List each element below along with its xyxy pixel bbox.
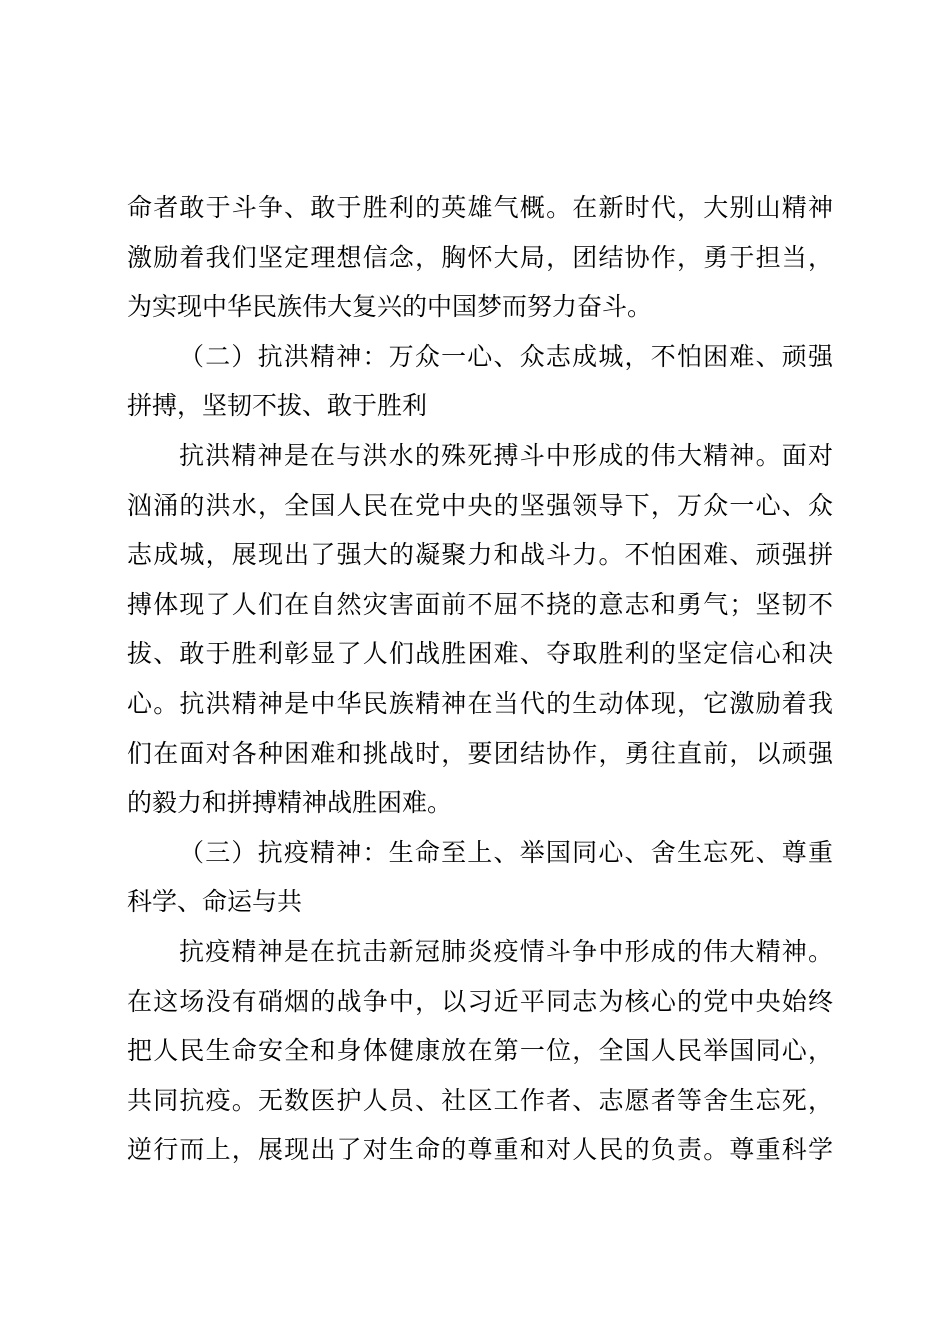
text-line: 拔、敢于胜利彰显了人们战胜困难、夺取胜利的坚定信心和决 — [127, 639, 833, 669]
text-line: 们在面对各种困难和挑战时，要团结协作，勇往直前，以顽强 — [127, 738, 833, 768]
text-line: 激励着我们坚定理想信念，胸怀大局，团结协作，勇于担当， — [127, 242, 833, 272]
text-line: 志成城，展现出了强大的凝聚力和战斗力。不怕困难、顽强拼 — [127, 540, 833, 570]
text-line: 共同抗疫。无数医护人员、社区工作者、志愿者等舍生忘死， — [127, 1085, 833, 1115]
heading-line: （二）抗洪精神：万众一心、众志成城，不怕困难、顽强 — [179, 341, 833, 371]
section-heading-flood-spirit — [127, 332, 833, 431]
text-line: 的毅力和拼搏精神战胜困难。 — [127, 788, 453, 818]
text-line: 抗疫精神是在抗击新冠肺炎疫情斗争中形成的伟大精神。 — [179, 936, 833, 966]
text-line: 把人民生命安全和身体健康放在第一位，全国人民举国同心， — [127, 1036, 833, 1066]
text-line: 搏体现了人们在自然灾害面前不屈不挠的意志和勇气；坚韧不 — [127, 589, 833, 619]
text-line: 命者敢于斗争、敢于胜利的英雄气概。在新时代，大别山精神 — [127, 193, 833, 222]
heading-line: 拼搏，坚韧不拔、敢于胜利 — [127, 391, 428, 421]
text-line: 在这场没有硝烟的战争中，以习近平同志为核心的党中央始终 — [127, 986, 833, 1016]
text-line: 逆行而上，展现出了对生命的尊重和对人民的负责。尊重科学 — [127, 1135, 833, 1165]
section-heading-pandemic-spirit — [127, 828, 833, 927]
text-line: 抗洪精神是在与洪水的殊死搏斗中形成的伟大精神。面对 — [179, 440, 833, 470]
text-line: 心。抗洪精神是中华民族精神在当代的生动体现，它激励着我 — [127, 688, 833, 718]
text-line: 为实现中华民族伟大复兴的中国梦而努力奋斗。 — [127, 292, 653, 322]
paragraph-dabieshan-ending — [127, 183, 833, 332]
heading-line: 科学、命运与共 — [127, 887, 303, 917]
paragraph-flood-spirit — [127, 431, 833, 828]
heading-line: （三）抗疫精神：生命至上、举国同心、舍生忘死、尊重 — [179, 837, 833, 867]
document-body — [127, 183, 833, 1175]
paragraph-pandemic-spirit — [127, 927, 833, 1175]
text-line: 汹涌的洪水，全国人民在党中央的坚强领导下，万众一心、众 — [127, 490, 833, 520]
